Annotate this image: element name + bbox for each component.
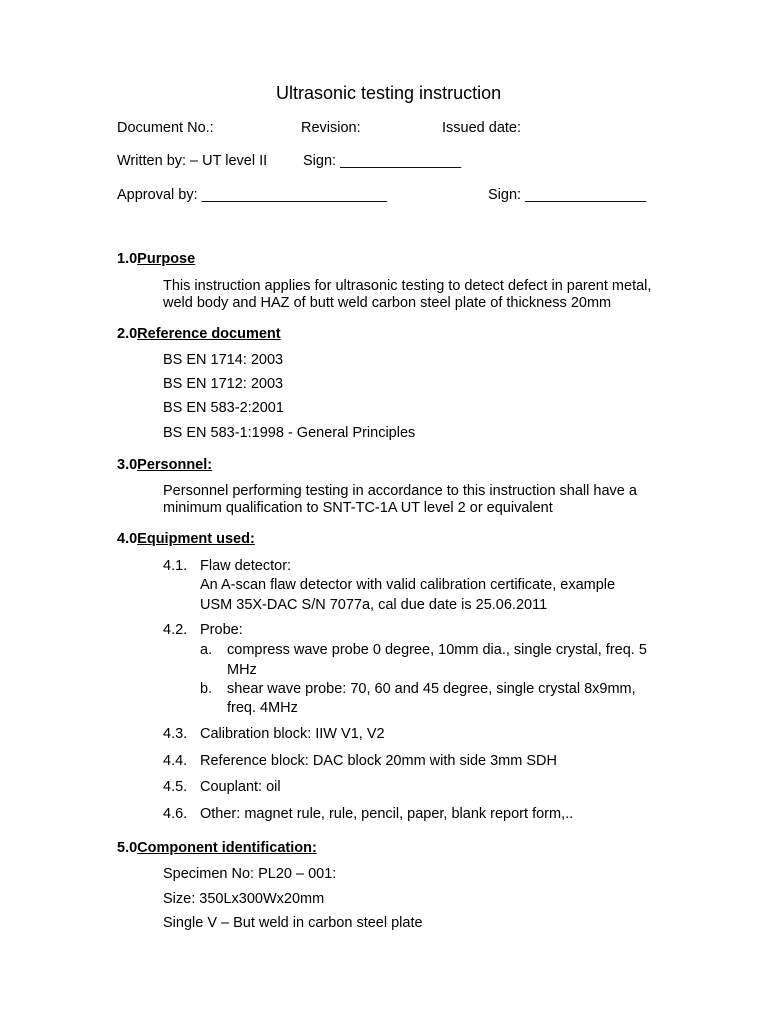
probe-line: compress wave probe 0 degree, 10mm dia., single crystal, freq. 5 — [227, 642, 647, 658]
section-title: Personnel: — [137, 457, 213, 473]
equipment-item-number: 4.1. — [163, 558, 188, 574]
section-number: 2.0 — [117, 326, 138, 342]
reference-item: BS EN 583-2:2001 — [163, 400, 284, 416]
section-heading-purpose — [117, 249, 195, 269]
equipment-item-text: Reference block: DAC block 20mm with side 3mm SDH — [200, 753, 557, 769]
component-item: Single V – But weld in carbon steel plate — [163, 915, 423, 931]
section-title: Purpose — [137, 251, 196, 267]
reference-item: BS EN 1714: 2003 — [163, 352, 284, 368]
approval-sign-field: Sign: _______________ — [488, 187, 647, 203]
issued-date-label: Issued date: — [442, 120, 521, 136]
section-number: 4.0 — [117, 531, 138, 547]
reference-item: BS EN 583-1:1998 - General Principles — [163, 425, 416, 441]
equipment-item-number: 4.2. — [163, 622, 188, 638]
reference-item: BS EN 1712: 2003 — [163, 376, 284, 392]
approval-by-field: Approval by: _______________________ — [117, 187, 388, 203]
equipment-item-number: 4.4. — [163, 753, 188, 769]
section-number: 3.0 — [117, 457, 138, 473]
section-number: 1.0 — [117, 251, 138, 267]
probe-line: shear wave probe: 70, 60 and 45 degree, single crystal 8x9mm, — [227, 681, 636, 697]
personnel-line-1: Personnel performing testing in accordance to this instruction shall have a — [163, 483, 637, 499]
probe-letter: b. — [200, 681, 213, 697]
written-sign-field: Sign: _______________ — [303, 153, 462, 169]
equipment-item-text: Probe: — [200, 622, 243, 638]
section-number: 5.0 — [117, 840, 138, 856]
section-heading-equipment — [117, 529, 255, 549]
written-by-label: Written by: – UT level II — [117, 153, 268, 169]
probe-letter: a. — [200, 642, 213, 658]
equipment-item-text: Flaw detector: — [200, 558, 292, 574]
purpose-line-1: This instruction applies for ultrasonic testing to detect defect in parent metal, — [163, 278, 652, 294]
section-heading-component — [117, 838, 317, 858]
probe-line: MHz — [227, 662, 257, 678]
section-heading-reference — [117, 324, 281, 344]
section-title: Equipment used: — [137, 531, 255, 547]
revision-label: Revision: — [301, 120, 361, 136]
section-title: Component identification: — [137, 840, 317, 856]
equipment-item-number: 4.5. — [163, 779, 188, 795]
flaw-detector-line-1: An A-scan flaw detector with valid calibration certificate, example — [200, 577, 616, 593]
section-heading-personnel — [117, 455, 212, 475]
component-item: Size: 350Lx300Wx20mm — [163, 891, 325, 907]
equipment-item-number: 4.3. — [163, 726, 188, 742]
equipment-item-text: Calibration block: IIW V1, V2 — [200, 726, 385, 742]
section-title: Reference document — [137, 326, 281, 342]
equipment-item-number: 4.6. — [163, 806, 188, 822]
document-no-label: Document No.: — [117, 120, 214, 136]
component-item: Specimen No: PL20 – 001: — [163, 866, 337, 882]
equipment-item-text: Other: magnet rule, rule, pencil, paper, blank report form,.. — [200, 806, 574, 822]
flaw-detector-line-2: USM 35X-DAC S/N 7077a, cal due date is 25.06.2011 — [200, 597, 548, 613]
purpose-line-2: weld body and HAZ of butt weld carbon steel plate of thickness 20mm — [163, 295, 612, 311]
probe-line: freq. 4MHz — [227, 700, 298, 716]
personnel-line-2: minimum qualification to SNT-TC-1A UT level 2 or equivalent — [163, 500, 553, 516]
page-title: Ultrasonic testing instruction — [276, 83, 502, 103]
equipment-item-text: Couplant: oil — [200, 779, 281, 795]
